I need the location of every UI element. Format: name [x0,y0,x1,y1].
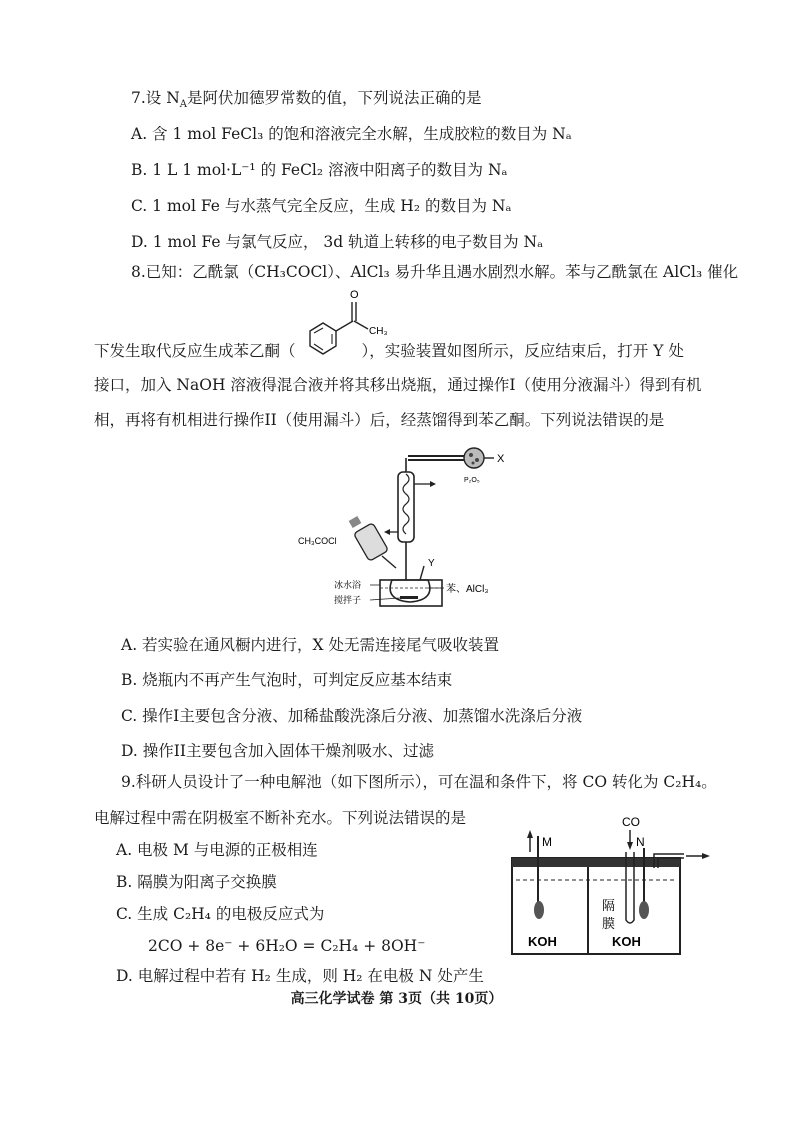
stirrer-label: 搅拌子 [334,595,362,605]
x-label: X [497,453,505,465]
q7-option-c: C. 1 mol Fe 与水蒸气完全反应，生成 H₂ 的数目为 Nₐ [131,197,512,215]
q7-option-d: D. 1 mol Fe 与氯气反应， 3d 轨道上转移的电子数目为 Nₐ [131,233,544,251]
q9-option-c-equation: 2CO + 8e⁻ + 6H₂O = C₂H₄ + 8OH⁻ [148,937,426,955]
q8-line4: 相，再将有机相进行操作II（使用漏斗）后，经蒸馏得到苯乙酮。下列说法错误的是 [94,411,665,429]
q8-line2: 下发生取代反应生成苯乙酮（ ），实验装置如图所示，反应结束后，打开 Y 处 [94,342,684,360]
membrane-label-1: 隔 [602,898,616,913]
methyl-label: CH₃ [369,326,388,337]
q9-line1: 9.科研人员设计了一种电解池（如下图所示），可在温和条件下，将 CO 转化为 C₂H₄。 [121,773,717,791]
benzene-alcl3-label: 苯、AlCl₃ [446,584,489,595]
q7-option-a: A. 含 1 mol FeCl₃ 的饱和溶液完全水解，生成胶粒的数目为 Nₐ [131,125,572,143]
q8-option-a: A. 若实验在通风橱内进行，X 处无需连接尾气吸收装置 [121,636,500,654]
membrane-label-2: 膜 [602,916,616,931]
q9-option-d: D. 电解过程中若有 H₂ 生成，则 H₂ 在电极 N 处产生 [116,967,484,985]
koh-left-label: KOH [528,934,557,949]
q9-option-c: C. 生成 C₂H₄ 的电极反应式为 [116,905,325,923]
page-footer: 高三化学试卷 第 3页（共 10页） [290,991,503,1007]
ch3cocl-label: CH₃COCl [298,536,337,546]
y-label: Y [428,558,435,569]
apparatus-diagram [296,440,536,612]
koh-right-label: KOH [612,934,641,949]
q7-option-b: B. 1 L 1 mol·L⁻¹ 的 FeCl₂ 溶液中阳离子的数目为 Nₐ [131,161,508,179]
q8-option-d: D. 操作II主要包含加入固体干燥剂吸水、过滤 [121,742,434,760]
q9-option-a: A. 电极 M 与电源的正极相连 [116,841,318,859]
q8-option-c: C. 操作I主要包含分液、加稀盐酸洗涤后分液、加蒸馏水洗涤后分液 [121,707,583,725]
q8-option-b: B. 烧瓶内不再产生气泡时，可判定反应基本结束 [121,671,453,689]
q9-option-b: B. 隔膜为阳离子交换膜 [116,873,277,891]
co-label: CO [622,815,640,829]
m-label: M [542,835,552,849]
p2o5-label: P₂O₅ [464,477,480,484]
ice-bath-label: 冰水浴 [334,580,362,590]
n-label: N [636,835,645,849]
q8-line3: 接口，加入 NaOH 溶液得混合液并将其移出烧瓶，通过操作I（使用分液漏斗）得到有机 [94,376,702,394]
q7-stem: 7.设 $N_A$是阿伏加德罗常数的值，下列说法正确的是 [131,89,482,111]
q9-line2: 电解过程中需在阴极室不断补充水。下列说法错误的是 [94,809,467,827]
carbonyl-o-label: O [350,289,359,301]
electrolysis-cell-diagram [508,808,718,958]
q8-line1: 8.已知：乙酰氯（CH₃COCl）、AlCl₃ 易升华且遇水剧烈水解。苯与乙酰氯在 AlCl₃ 催化 [131,263,739,281]
